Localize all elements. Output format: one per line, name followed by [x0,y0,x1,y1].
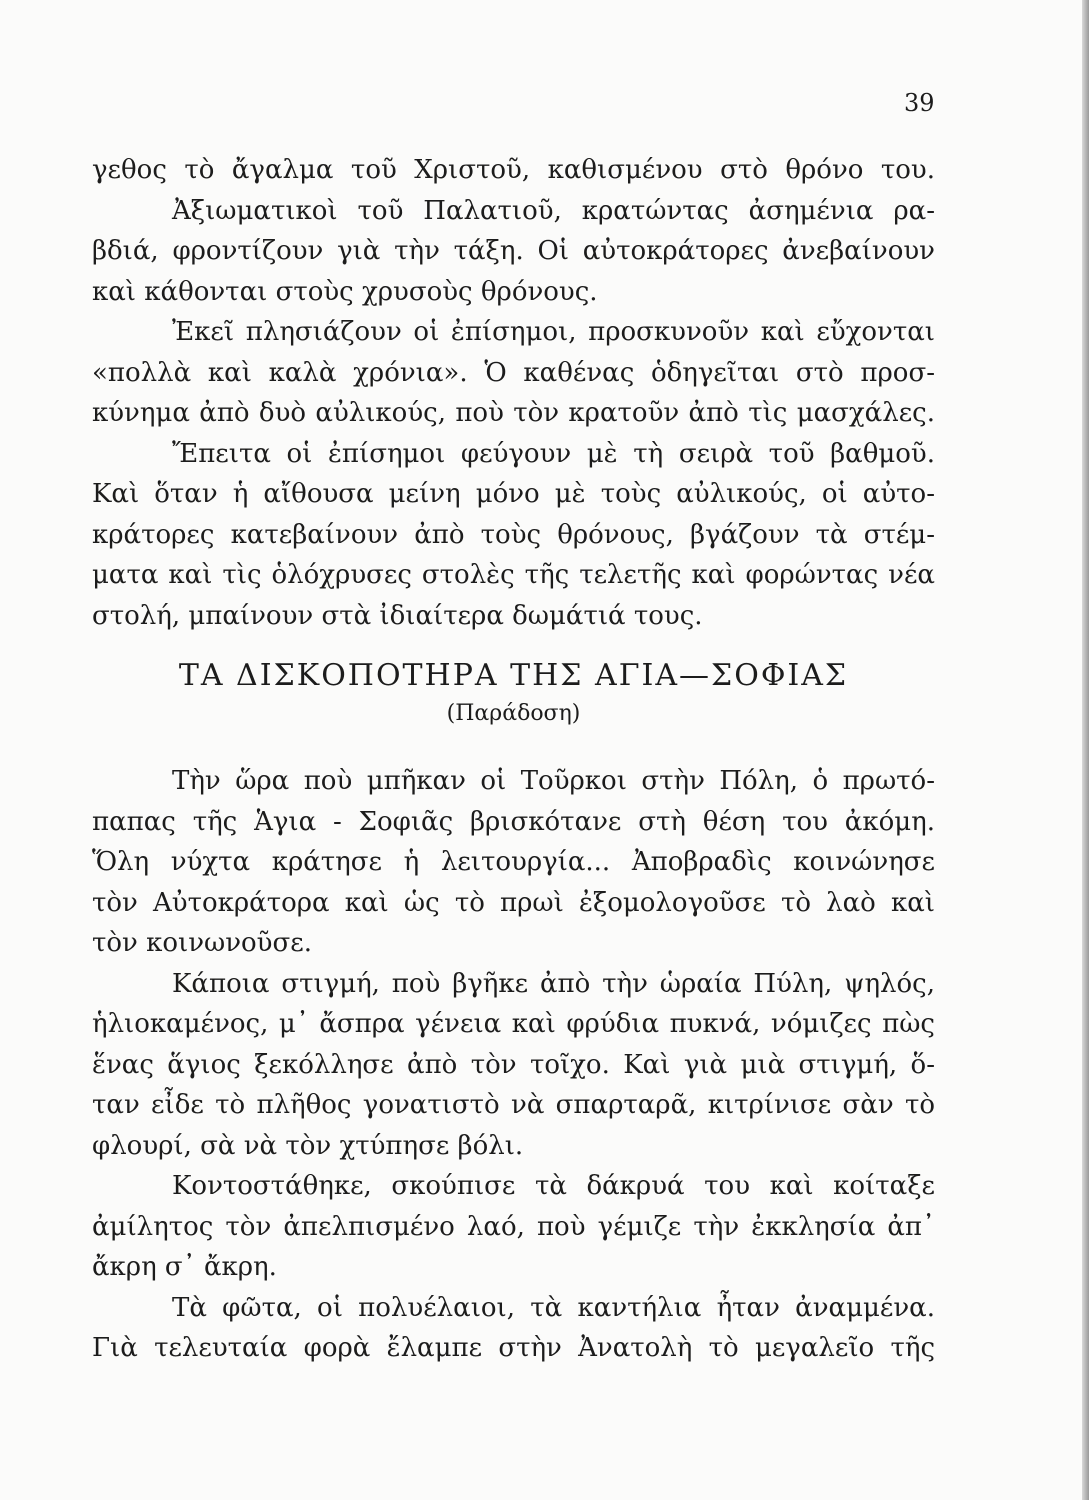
text-line: κράτορες κατεβαίνουν ἀπὸ τοὺς θρόνους, βγάζουν τὰ στέμ- [92,519,935,550]
text-line: στολή, μπαίνουν στὰ ἰδιαίτερα δωμάτιά τους. [92,600,703,631]
text-line: Τὰ φῶτα, οἱ πολυέλαιοι, τὰ καντήλια ἦταν ἀναμμένα. [172,1292,935,1323]
text-line: ἀμίλητος τὸν ἀπελπισμένο λαό, ποὺ γέμιζε τὴν ἐκκλησία ἀπ᾿ [92,1211,935,1242]
text-line: Καὶ ὅταν ἡ αἴθουσα μείνη μόνο μὲ τοὺς αὐλικούς, οἱ αὐτο- [92,479,935,509]
text-line: Ἔπειτα οἱ ἐπίσημοι φεύγουν μὲ τὴ σειρὰ τοῦ βαθμοῦ. [172,438,935,469]
text-line: Ὅλη νύχτα κράτησε ἡ λειτουργία... Ἀποβραδὶς κοινώνησε [92,847,935,877]
section-title: ΤΑ ΔΙΣΚΟΠΟΤΗΡΑ ΤΗΣ ΑΓΙΑ—ΣΟΦΙΑΣ [178,658,849,693]
text-line: Κοντοστάθηκε, σκούπισε τὰ δάκρυά του καὶ κοίταξε [172,1171,935,1201]
text-block-continuation [92,150,935,636]
text-line: γεθος τὸ ἄγαλμα τοῦ Χριστοῦ, καθισμένου στὸ θρόνο του. [92,155,935,185]
text-line: Γιὰ τελευταία φορὰ ἔλαμπε στὴν Ἀνατολὴ τὸ μεγαλεῖο τῆς [92,1333,935,1363]
text-line: ἡλιοκαμένος, μ᾿ ἄσπρα γένεια καὶ φρύδια πυκνά, νόμιζες πὼς [92,1009,935,1039]
page-number: 39 [904,89,935,117]
text-line: Ἐκεῖ πλησιάζουν οἱ ἐπίσημοι, προσκυνοῦν καὶ εὔχονται [172,317,935,347]
text-line: παπας τῆς Ἁγια - Σοφιᾶς βρισκότανε στὴ θέση του ἀκόμη. [92,806,935,837]
text-line: καὶ κάθονται στοὺς χρυσοὺς θρόνους. [92,276,598,307]
text-line: Τὴν ὥρα ποὺ μπῆκαν οἱ Τοῦρκοι στὴν Πόλη, ὁ πρωτό- [172,766,935,796]
text-line: τὸν κοινωνοῦσε. [92,928,312,958]
text-line: φλουρί, σὰ νὰ τὸν χτύπησε βόλι. [92,1130,524,1161]
text-line: βδιά, φροντίζουν γιὰ τὴν τάξη. Οἱ αὐτοκράτορες ἀνεβαίνουν [92,236,935,266]
text-line: τὸν Αὐτοκράτορα καὶ ὡς τὸ πρωὶ ἐξομολογοῦσε τὸ λαὸ καὶ [92,887,935,918]
text-line: ἕνας ἅγιος ξεκόλλησε ἀπὸ τὸν τοῖχο. Καὶ γιὰ μιὰ στιγμή, ὅ- [92,1049,935,1080]
text-line: κύνημα ἀπὸ δυὸ αὐλικούς, ποὺ τὸν κρατοῦν ἀπὸ τὶς μασχάλες. [92,398,935,428]
text-line: ταν εἶδε τὸ πλῆθος γονατιστὸ νὰ σπαρταρᾶ, κιτρίνισε σὰν τὸ [92,1090,935,1120]
text-line: «πολλὰ καὶ καλὰ χρόνια». Ὁ καθένας ὁδηγεῖται στὸ προσ- [92,357,935,388]
text-block-story [92,761,935,1369]
section-subtitle: (Παράδοση) [446,701,581,726]
text-line: Κάποια στιγμή, ποὺ βγῆκε ἀπὸ τὴν ὡραία Πύλη, ψηλός, [172,968,935,999]
text-line: ἄκρη σ᾿ ἄκρη. [92,1252,277,1282]
text-line: Ἀξιωματικοὶ τοῦ Παλατιοῦ, κρατώντας ἀσημένια ρα- [172,195,935,226]
text-line: ματα καὶ τὶς ὁλόχρυσες στολὲς τῆς τελετῆς καὶ φορώντας νέα [92,560,935,590]
